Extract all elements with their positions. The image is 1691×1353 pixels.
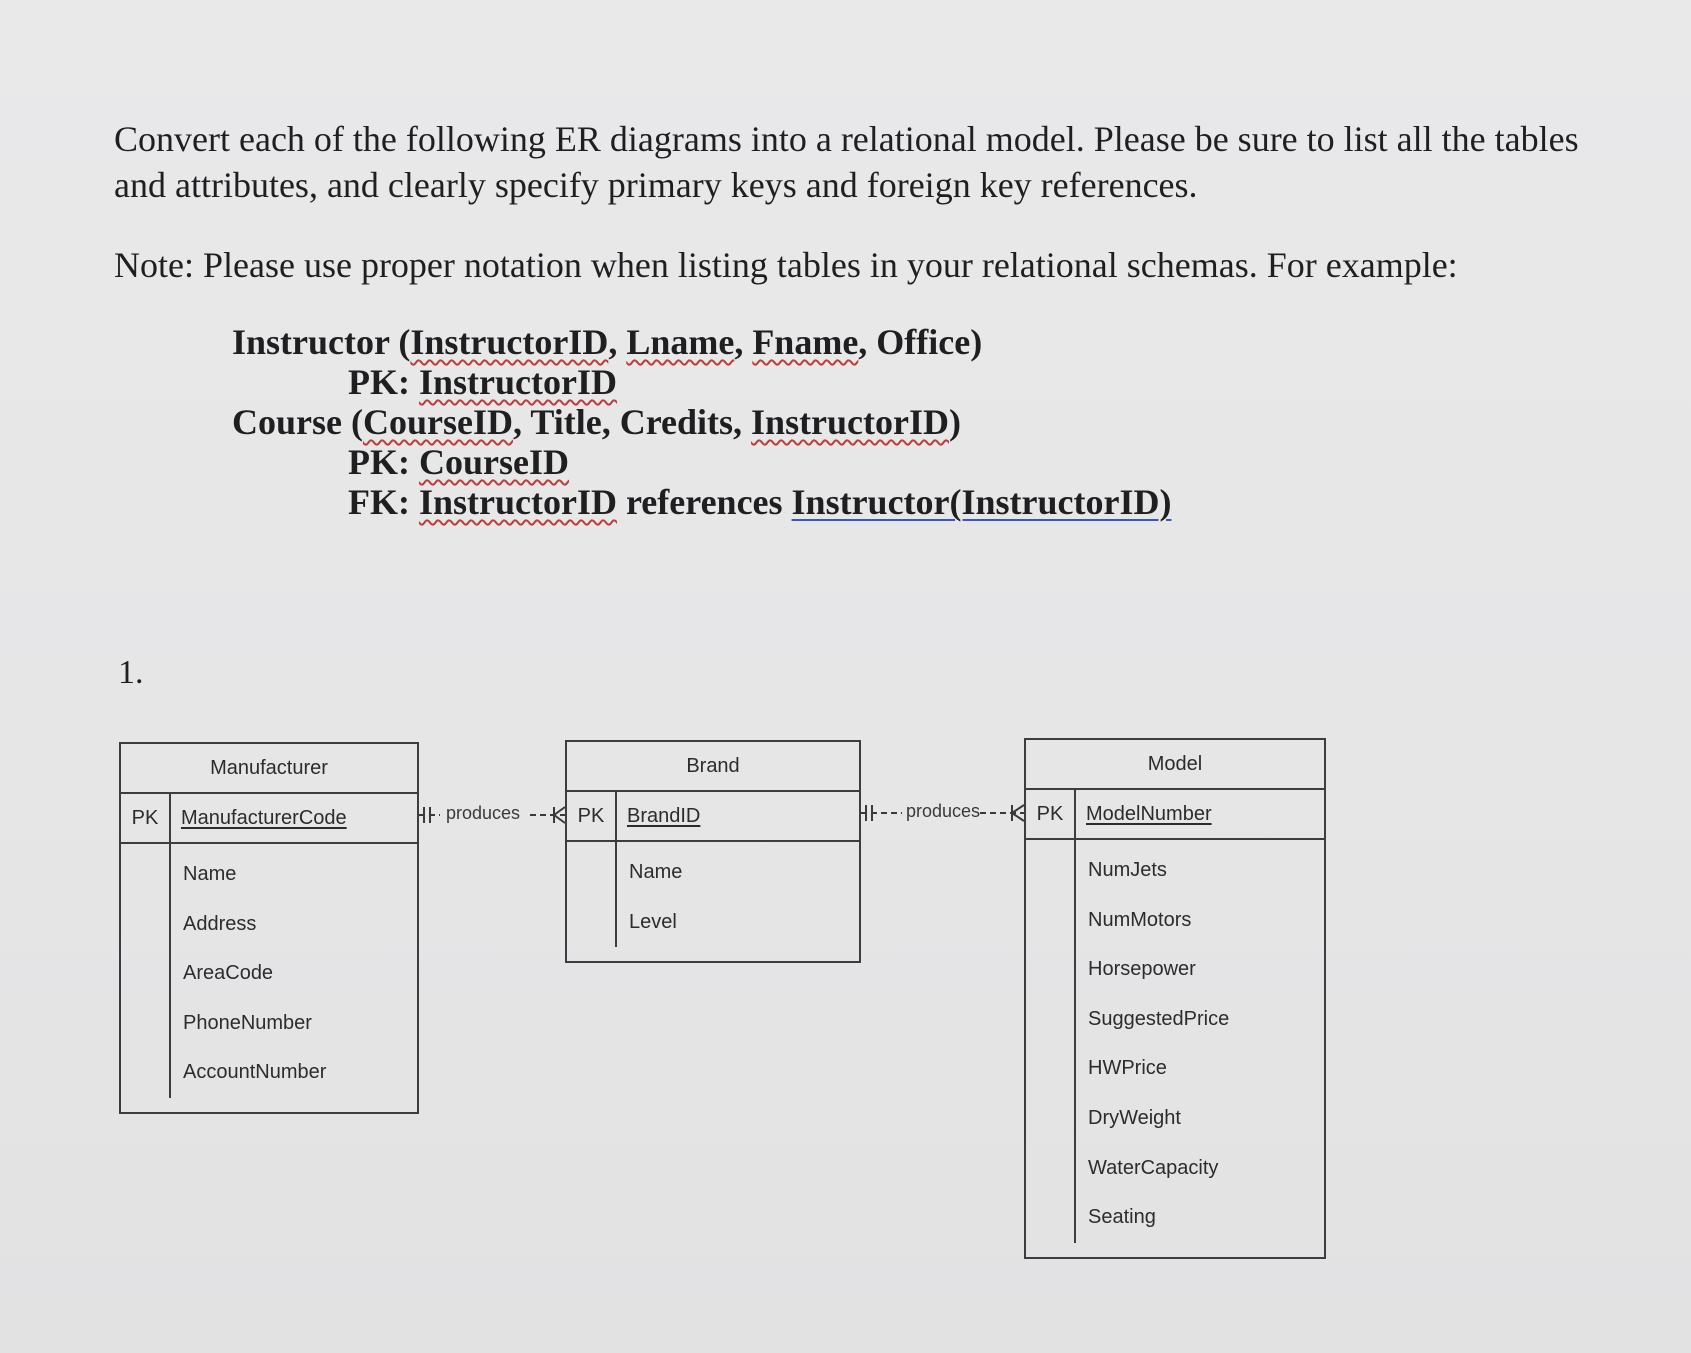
pk-label: PK [1036, 802, 1064, 825]
pk-label: PK [131, 806, 159, 829]
model-entity [1024, 738, 1326, 1259]
primary-key: ModelNumber [1086, 802, 1212, 825]
fk-label: FK: [348, 482, 410, 522]
attribute: Horsepower [1088, 958, 1196, 981]
attribute: AreaCode [183, 962, 274, 985]
attribute-list [1026, 840, 1324, 1257]
instruction-paragraph: Convert each of the following ER diagrams into a relational model. Please be sure to list all the tables and attributes, and clearly specify primary keys and foreign key references. [114, 119, 1579, 205]
instructor-attr-fname: Fname [752, 322, 859, 362]
course-attr-id: CourseID [363, 402, 513, 442]
attribute: Seating [1088, 1206, 1156, 1229]
primary-key: BrandID [627, 804, 701, 827]
relationship-label-2: produces [906, 801, 981, 821]
pk-row [121, 794, 417, 844]
primary-key: ManufacturerCode [181, 806, 347, 829]
attribute: WaterCapacity [1088, 1156, 1219, 1179]
course-attr-credits: Credits [619, 402, 734, 442]
brand-entity [565, 740, 861, 963]
entity-title: Brand [567, 742, 859, 792]
example-instructor-pk [348, 362, 617, 402]
attribute: AccountNumber [183, 1061, 327, 1084]
pk-label: PK [577, 804, 605, 827]
course-pk-value: CourseID [418, 442, 569, 482]
pk-row [1026, 790, 1324, 840]
course-table-name: Course [232, 402, 342, 442]
attribute: NumJets [1088, 859, 1167, 881]
pk-row [567, 792, 859, 842]
instructor-attr-office: Office [876, 322, 971, 362]
instructor-pk-value: InstructorID [418, 362, 617, 402]
pk-label: PK: [348, 442, 410, 482]
attribute: NumMotors [1088, 908, 1192, 931]
attribute: PhoneNumber [183, 1011, 312, 1034]
question-number: 1. [118, 654, 144, 691]
course-fk-reference: Instructor(InstructorID) [791, 482, 1172, 522]
attribute: Name [629, 861, 683, 883]
pk-label: PK: [348, 362, 410, 402]
attribute: Address [183, 912, 257, 935]
attribute: HWPrice [1088, 1057, 1167, 1080]
course-fk-value: InstructorID [418, 482, 617, 522]
manufacturer-entity [119, 742, 419, 1114]
entity-title: Manufacturer [121, 744, 417, 794]
course-attr-title: Title [530, 402, 602, 442]
example-course-line: Course (CourseID, Title, Credits, InstructorID) [232, 402, 962, 442]
attribute: DryWeight [1088, 1106, 1181, 1129]
note-paragraph: Note: Please use proper notation when listing tables in your relational schemas. For example: [114, 245, 1458, 285]
attribute-list [567, 842, 859, 961]
relationship-label-1: produces [446, 803, 521, 823]
attribute-list [121, 844, 417, 1112]
references-word: references [625, 482, 783, 522]
attribute: Name [183, 863, 237, 885]
example-instructor-line: Instructor (InstructorID, Lname, Fname, Office) [232, 322, 983, 362]
instructor-attr-id: InstructorID [410, 322, 609, 362]
entity-title: Model [1026, 740, 1324, 790]
attribute: SuggestedPrice [1088, 1007, 1230, 1030]
instructor-table-name: Instructor [232, 322, 390, 362]
instructor-attr-lname: Lname [626, 322, 735, 362]
example-course-pk [348, 442, 569, 482]
attribute: Level [629, 910, 677, 933]
course-attr-instructorid: InstructorID [751, 402, 950, 442]
example-course-fk [348, 482, 1171, 522]
